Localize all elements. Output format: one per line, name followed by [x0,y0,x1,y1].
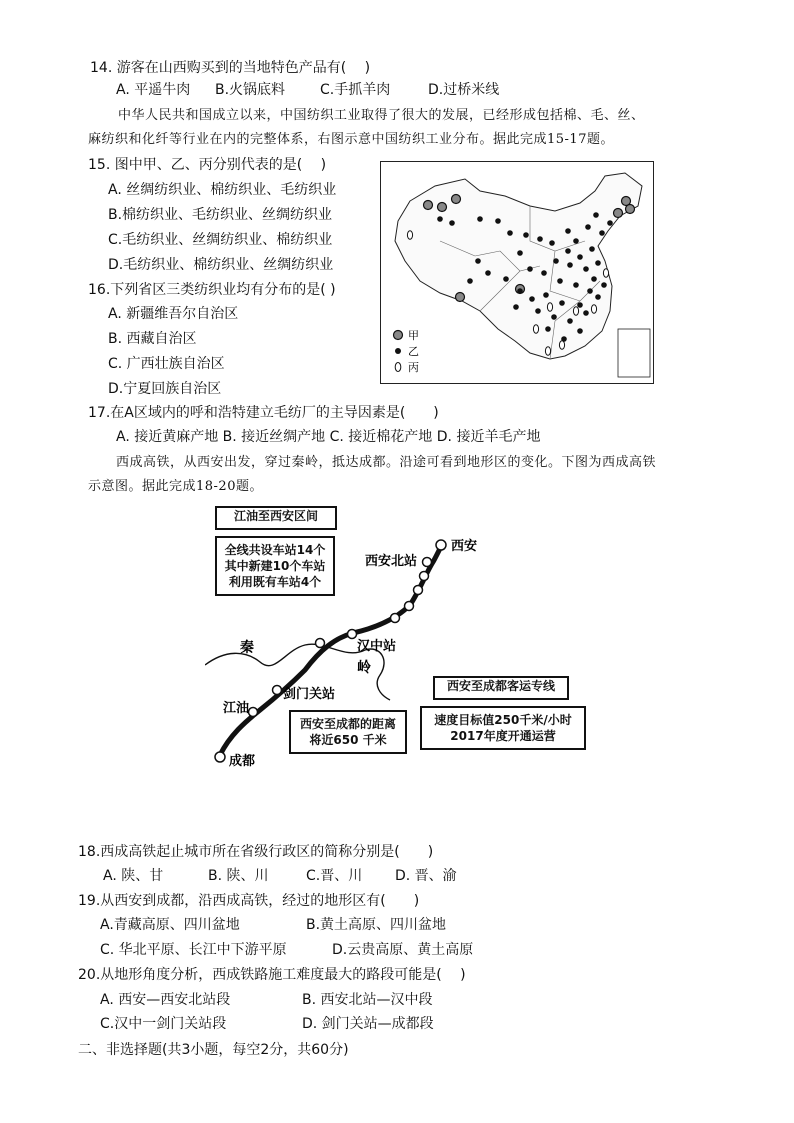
marker-bing [591,305,596,313]
section2-heading: 二、非选择题(共3小题，每空2分，共60分) [78,1042,349,1058]
intro-textile-line1: 中华人民共和国成立以来，中国纺织工业取得了很大的发展，已经形成包括棉、毛、丝、 [118,108,645,123]
station-jianmen [273,686,282,695]
intro-rail-line1: 西成高铁，从西安出发，穿过秦岭，抵达成都。沿途可看到地形区的变化。下图为西成高铁 [116,455,657,470]
station-mid2 [391,614,400,623]
marker-yi [585,224,591,230]
q19-option-d: D.云贵高原、黄土高原 [332,942,474,958]
marker-yi [589,246,595,252]
q19-stem: 19.从西安到成都，沿西成高铁，经过的地形区有( ) [78,893,420,909]
box-distance-line2: 将近650 千米 [309,733,387,747]
station-mid4 [414,586,423,595]
marker-yi [595,260,601,266]
q20-option-c: C.汉中一剑门关站段 [100,1016,227,1032]
q18-option-c: C.晋、川 [306,868,363,884]
marker-yi [607,220,613,226]
xicheng-railway-diagram [205,500,595,775]
q16-stem: 16.下列省区三类纺织业均有分布的是( ) [88,282,336,298]
marker-yi [601,282,607,288]
marker-bing [407,231,412,239]
marker-bing [559,341,564,349]
q15-stem: 15. 图中甲、乙、丙分别代表的是( ) [88,157,327,173]
china-textile-map [380,161,654,384]
intro-rail-line2: 示意图。据此完成18-20题。 [88,479,263,494]
marker-bing [603,269,608,277]
marker-yi [503,276,509,282]
marker-jia [424,201,433,210]
marker-yi [507,230,513,236]
china-textile-map-svg [380,161,654,384]
q19-option-a: A.青藏高原、四川盆地 [100,917,240,933]
marker-yi [517,250,523,256]
box-stations-line3: 利用既有车站4个 [228,575,322,589]
q16-option-c: C. 广西壮族自治区 [108,356,225,372]
station-mid5 [420,572,429,581]
box-section-title: 江油至西安区间 [215,506,337,530]
marker-bing [547,303,552,311]
marker-yi [553,258,559,264]
box-stations-line2: 其中新建10个车站 [224,559,326,573]
q20-option-d: D. 剑门关站—成都段 [302,1016,434,1032]
marker-yi [587,288,593,294]
q16-option-b: B. 西藏自治区 [108,331,197,347]
q18-stem: 18.西成高铁起止城市所在省级行政区的简称分别是( ) [78,844,434,860]
station-mid3 [405,602,414,611]
marker-bing [545,347,550,355]
station-jiangyou [249,708,258,717]
legend-yi: 乙 [408,345,419,358]
marker-jia [456,293,465,302]
marker-yi [565,228,571,234]
marker-yi [595,294,601,300]
q14-option-d: D.过桥米线 [428,82,500,98]
label-xianbei: 西安北站 [365,554,418,569]
label-xian: 西安 [451,539,478,554]
marker-yi [599,230,605,236]
station-hanzhong [348,630,357,639]
marker-yi [527,266,533,272]
box-stations-line1: 全线共设车站14个 [224,543,326,557]
marker-yi [567,262,573,268]
station-xianbei [423,558,432,567]
marker-yi [475,258,481,264]
marker-yi [565,248,571,254]
marker-yi [557,278,563,284]
marker-yi [535,308,541,314]
q14-option-c: C.手抓羊肉 [320,82,391,98]
marker-yi [543,292,549,298]
box-stations [215,536,335,596]
marker-yi [545,326,551,332]
marker-yi [559,300,565,306]
marker-yi [577,254,583,260]
station-xian [436,540,446,550]
q18-option-a: A. 陕、甘 [103,868,164,884]
marker-yi [437,216,443,222]
label-chengdu: 成都 [229,754,256,769]
marker-jia [438,203,447,212]
marker-yi [467,278,473,284]
marker-yi [577,328,583,334]
marker-bing [533,325,538,333]
marker-yi [495,218,501,224]
q15-option-d: D.毛纺织业、棉纺织业、丝绸纺织业 [108,257,334,273]
q18-option-b: B. 陕、川 [208,868,269,884]
marker-yi [449,220,455,226]
station-mid1 [316,639,325,648]
marker-yi [567,318,573,324]
legend-jia: 甲 [408,329,419,342]
marker-yi [523,232,529,238]
marker-jia [626,205,635,214]
q20-option-a: A. 西安—西安北站段 [100,992,231,1008]
q14-stem: 14. 游客在山西购买到的当地特色产品有( ) [90,60,371,76]
marker-jia [452,195,461,204]
marker-yi [551,314,557,320]
marker-yi [573,282,579,288]
label-qin: 秦 [240,640,254,656]
marker-yi [583,310,589,316]
marker-yi [573,238,579,244]
label-ling: 岭 [357,660,371,676]
legend-jia-symbol [394,331,403,340]
q17-options: A. 接近黄麻产地 B. 接近丝绸产地 C. 接近棉花产地 D. 接近羊毛产地 [116,429,541,445]
box-distance [289,710,407,754]
q20-option-b: B. 西安北站—汉中段 [302,992,433,1008]
marker-yi [583,266,589,272]
marker-yi [549,240,555,246]
marker-yi [517,288,523,294]
q15-option-c: C.毛纺织业、丝绸纺织业、棉纺织业 [108,232,333,248]
q14-option-a: A. 平遥牛肉 [116,82,191,98]
q15-option-a: A. 丝绸纺织业、棉纺织业、毛纺织业 [108,182,337,198]
label-jianmen: 剑门关站 [283,687,336,702]
marker-jia [614,209,623,218]
box-passenger-line-title: 西安至成都客运专线 [433,676,569,700]
q19-option-b: B.黄土高原、四川盆地 [306,917,447,933]
marker-bing [573,307,578,315]
label-hanzhong: 汉中站 [357,639,397,654]
station-chengdu [215,752,225,762]
q15-option-b: B.棉纺织业、毛纺织业、丝绸纺织业 [108,207,333,223]
q16-option-a: A. 新疆维吾尔自治区 [108,306,239,322]
marker-yi [513,304,519,310]
q18-option-d: D. 晋、渝 [395,868,457,884]
marker-yi [577,302,583,308]
q17-stem: 17.在A区域内的呼和浩特建立毛纺厂的主导因素是( ) [88,405,439,421]
marker-yi [485,270,491,276]
marker-yi [537,236,543,242]
q16-option-d: D.宁夏回族自治区 [108,381,222,397]
q20-stem: 20.从地形角度分析，西成铁路施工难度最大的路段可能是( ) [78,967,466,983]
q14-option-b: B.火锅底料 [215,82,286,98]
box-speed-line2: 2017年度开通运营 [450,729,556,743]
marker-yi [477,216,483,222]
marker-yi [541,270,547,276]
box-speed [420,706,586,750]
label-jiangyou: 江油 [223,701,250,716]
legend-yi-symbol [395,348,401,354]
box-speed-line1: 速度目标值250千米/小时 [434,713,572,727]
legend-bing: 丙 [408,361,419,374]
intro-textile-line2: 麻纺织和化纤等行业在内的完整体系，右图示意中国纺织工业分布。据此完成15-17题。 [88,132,614,147]
marker-yi [529,296,535,302]
q19-option-c: C. 华北平原、长江中下游平原 [100,942,287,958]
legend-bing-symbol [395,363,401,372]
marker-yi [591,276,597,282]
south-china-sea-inset [618,329,650,377]
marker-yi [593,212,599,218]
box-distance-line1: 西安至成都的距离 [299,717,396,731]
